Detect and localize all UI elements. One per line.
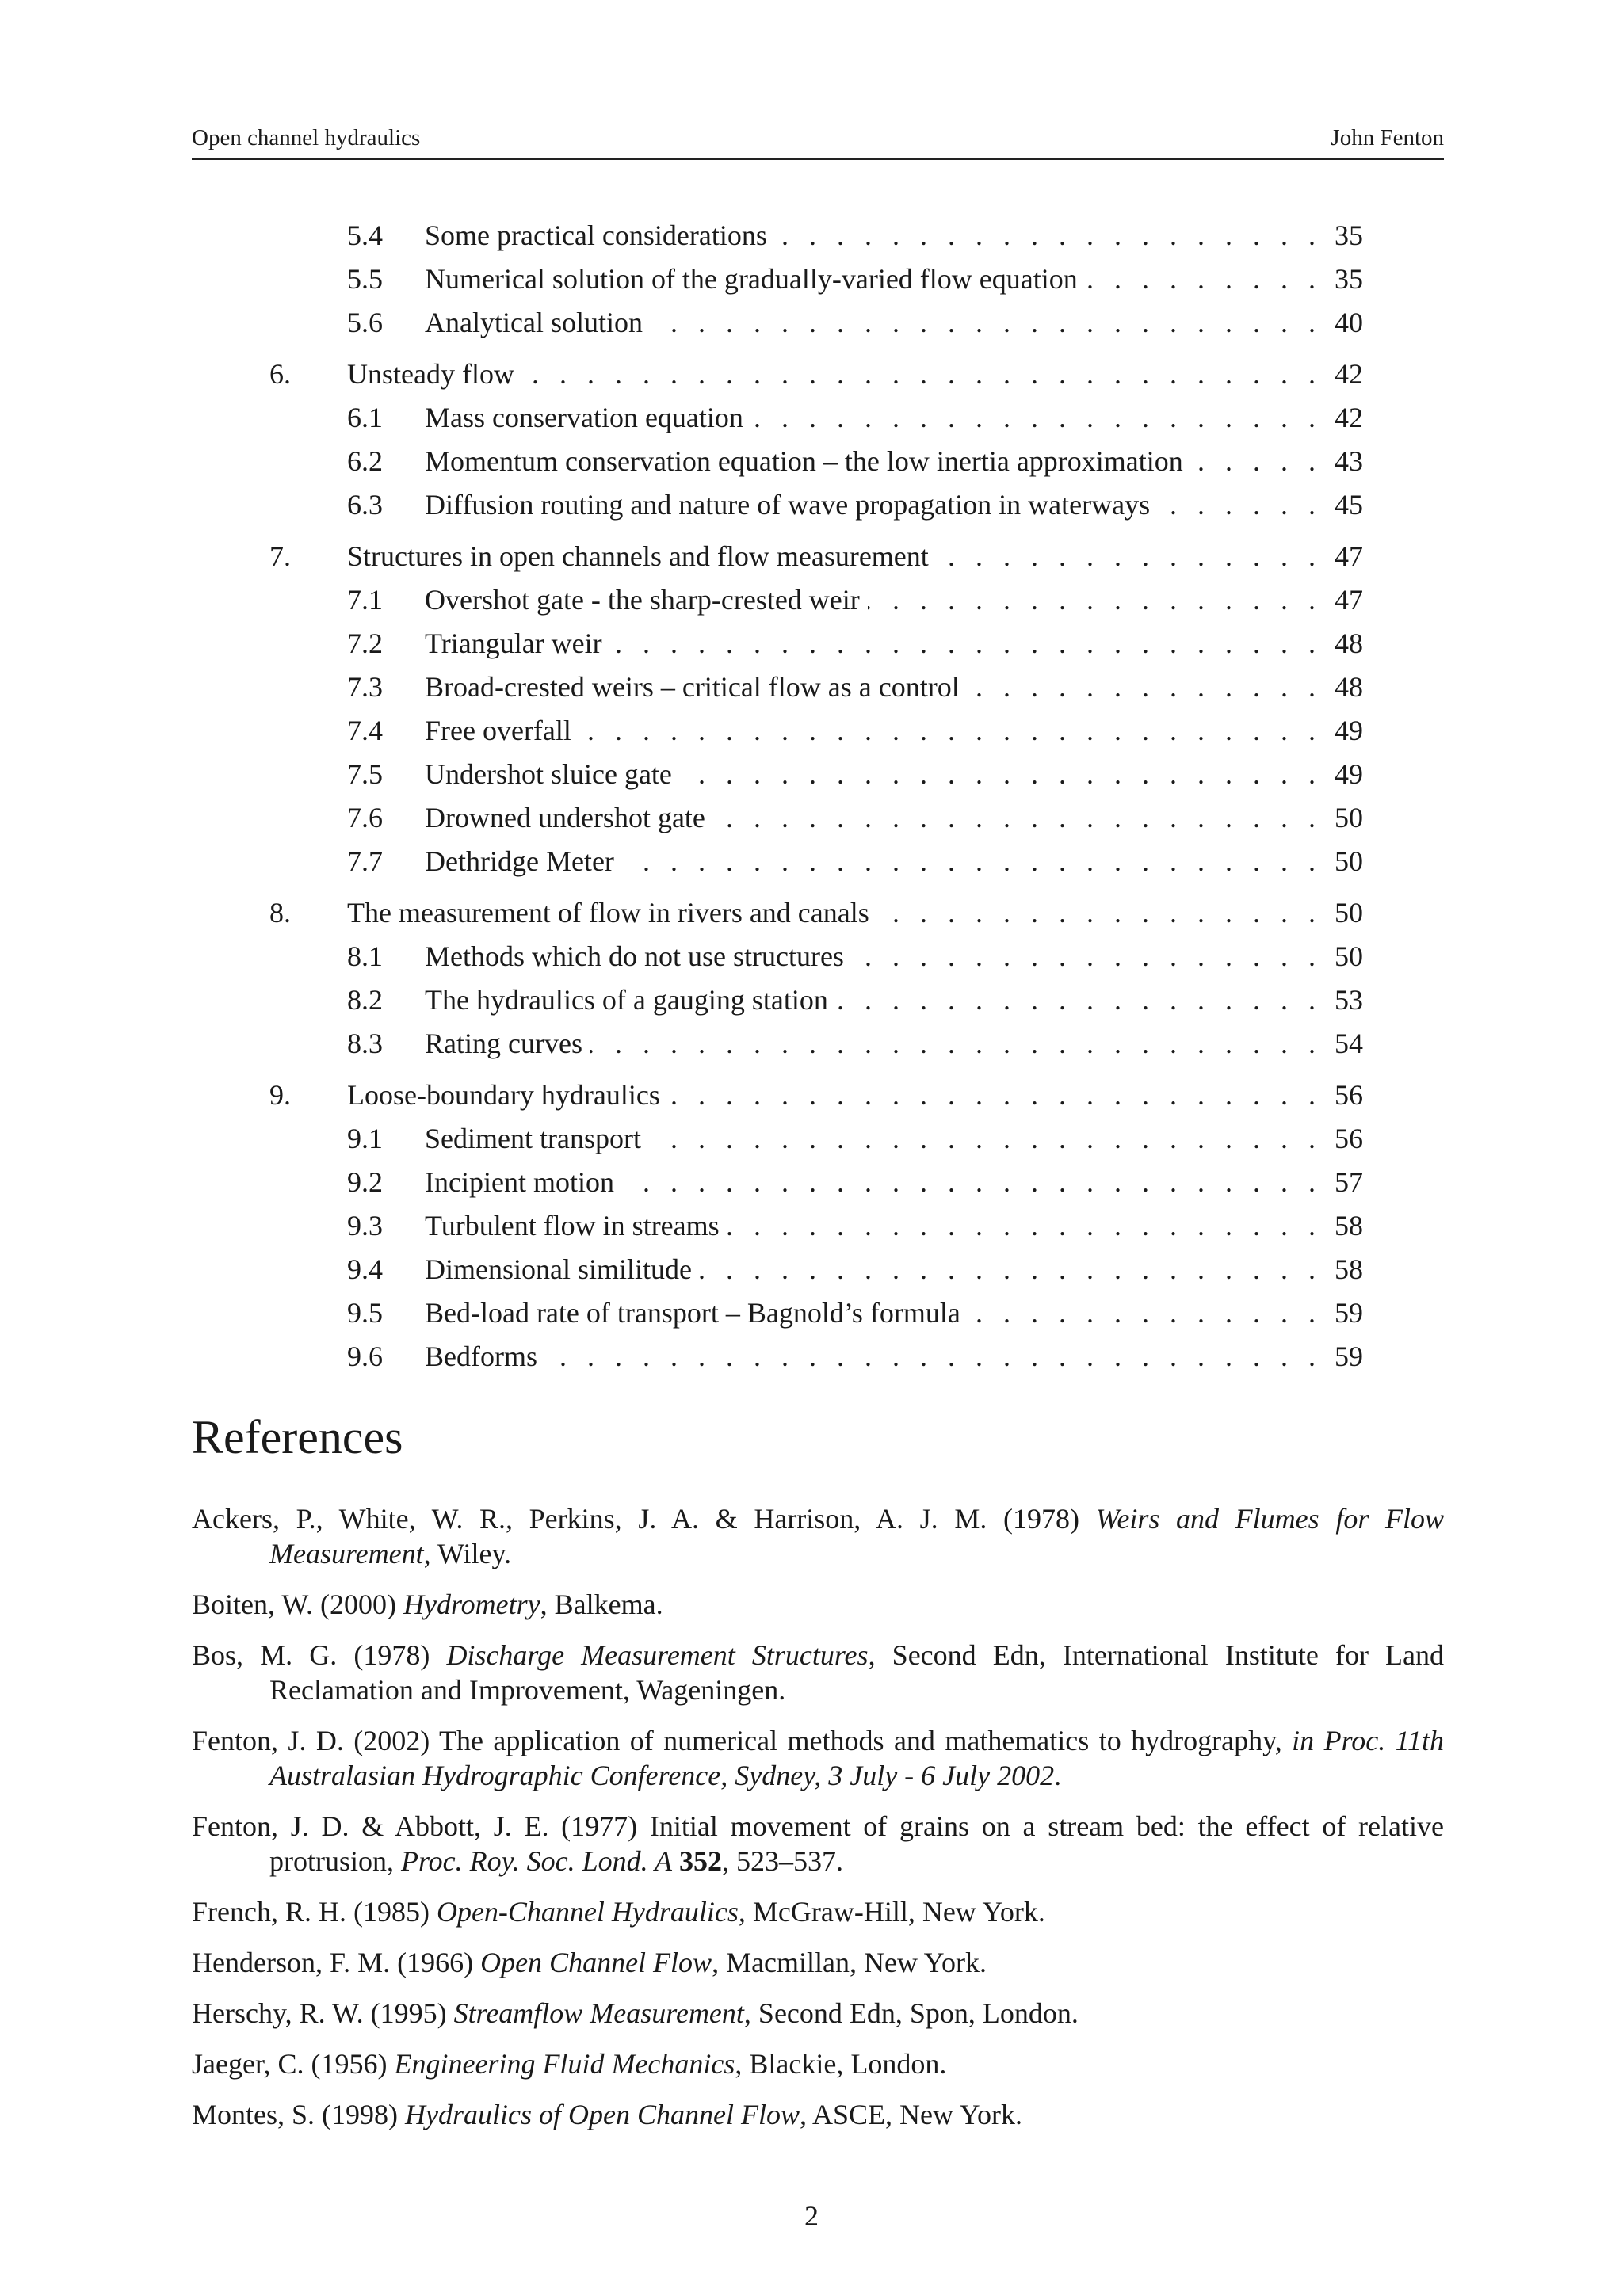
toc-subentry — [269, 440, 1363, 483]
toc-subentry — [269, 578, 1363, 622]
toc-subentry — [269, 1161, 1363, 1204]
toc-dot-leader — [968, 1291, 1316, 1335]
toc-title: Numerical solution of the gradually-varied flow equation — [425, 263, 1078, 295]
toc-page: 59 — [1335, 1341, 1363, 1372]
toc-dot-leader — [622, 1161, 1316, 1204]
toc-number: 7.2 — [347, 627, 383, 659]
reference-text: Proc. Roy. Soc. Lond. A — [401, 1845, 672, 1877]
reference-text: Herschy, R. W. (1995) — [192, 1997, 454, 2029]
toc-title: Some practical considerations — [425, 219, 767, 251]
toc-page: 48 — [1335, 671, 1363, 703]
toc-number: 5.4 — [347, 219, 383, 251]
reference-text: Boiten, W. (2000) — [192, 1589, 403, 1620]
toc-page: 53 — [1335, 984, 1363, 1016]
toc-number: 7.3 — [347, 671, 383, 703]
toc-number: 7.4 — [347, 715, 383, 746]
reference-text: , Second Edn, Spon, London. — [743, 1997, 1079, 2029]
toc-number: 9.2 — [347, 1166, 383, 1198]
toc-subentry — [269, 483, 1363, 527]
references-list — [192, 1501, 1444, 2148]
toc-entry — [269, 891, 1363, 935]
toc-page: 48 — [1335, 627, 1363, 659]
toc-dot-leader — [751, 396, 1316, 440]
toc-title: Free overfall — [425, 715, 571, 746]
reference-text: Hydraulics of Open Channel Flow — [405, 2099, 800, 2130]
toc-subentry — [269, 935, 1363, 978]
toc-dot-leader — [1086, 257, 1316, 301]
reference-text: , 523–537. — [721, 1845, 843, 1877]
toc-number: 5.5 — [347, 263, 383, 295]
header-title: Open channel hydraulics — [192, 125, 421, 151]
toc-title: Methods which do not use structures — [425, 940, 844, 972]
toc-dot-leader — [610, 622, 1316, 666]
toc-page: 50 — [1335, 845, 1363, 877]
toc-dot-leader — [775, 214, 1316, 257]
toc-subentry — [269, 1117, 1363, 1161]
reference-entry — [192, 1996, 1444, 2031]
reference-text: , Second Edn, International Institute for Land Reclamation and Improvement, Wageningen. — [269, 1639, 1445, 1706]
toc-page: 50 — [1335, 940, 1363, 972]
reference-text: Engineering Fluid Mechanics — [394, 2048, 735, 2080]
toc-number: 9.6 — [347, 1341, 383, 1372]
reference-text: Montes, S. (1998) — [192, 2099, 405, 2130]
reference-text: Discharge Measurement Structures — [446, 1639, 869, 1671]
toc-title: Broad-crested weirs – critical flow as a control — [425, 671, 960, 703]
toc-page: 50 — [1335, 897, 1363, 929]
toc-page: 49 — [1335, 758, 1363, 790]
toc-section — [269, 353, 1363, 527]
reference-entry — [192, 2046, 1444, 2081]
toc-number: 8.3 — [347, 1028, 383, 1059]
reference-entry — [192, 1723, 1444, 1793]
toc-title: Bedforms — [425, 1341, 537, 1372]
toc-entry — [269, 535, 1363, 578]
toc-subentry — [269, 622, 1363, 666]
toc-page: 35 — [1335, 219, 1363, 251]
toc-dot-leader — [937, 535, 1316, 578]
reference-entry — [192, 1809, 1444, 1878]
toc-title: Drowned undershot gate — [425, 802, 705, 833]
toc-dot-leader — [680, 753, 1316, 796]
reference-text: Hydrometry — [403, 1589, 540, 1620]
toc-title: Dethridge Meter — [425, 845, 614, 877]
reference-text: , ASCE, New York. — [799, 2099, 1023, 2130]
toc-subentry — [269, 1291, 1363, 1335]
toc-title: Turbulent flow in streams — [425, 1210, 720, 1241]
toc-page: 42 — [1335, 358, 1363, 390]
reference-text: , McGraw-Hill, New York. — [738, 1896, 1045, 1928]
toc-dot-leader — [877, 891, 1316, 935]
toc-number: 6. — [269, 358, 291, 390]
toc-dot-leader — [836, 978, 1316, 1022]
reference-text: , Balkema. — [540, 1589, 663, 1620]
toc-dot-leader — [968, 666, 1316, 709]
reference-text: Open-Channel Hydraulics — [436, 1896, 739, 1928]
toc-number: 6.2 — [347, 445, 383, 477]
reference-text: Streamflow Measurement — [453, 1997, 744, 2029]
toc-title: The measurement of flow in rivers and canals — [347, 897, 869, 929]
toc-title: Bed-load rate of transport – Bagnold’s formula — [425, 1297, 960, 1329]
toc-page: 56 — [1335, 1123, 1363, 1154]
reference-entry — [192, 1945, 1444, 1980]
reference-text: Weirs and Flumes for Flow Measurement — [269, 1503, 1444, 1569]
toc-title: Rating curves — [425, 1028, 582, 1059]
toc-subentry — [269, 1204, 1363, 1248]
toc-title: Analytical solution — [425, 307, 643, 338]
toc-section — [269, 891, 1363, 1066]
toc-page: 50 — [1335, 802, 1363, 833]
reference-entry — [192, 1587, 1444, 1622]
reference-text: Ackers, P., White, W. R., Perkins, J. A. & Harrison, A. J. M. (1978) — [192, 1503, 1096, 1535]
reference-text: , Blackie, London. — [735, 2048, 947, 2080]
toc-subentry — [269, 1335, 1363, 1379]
toc-subentry — [269, 396, 1363, 440]
toc-dot-leader — [579, 709, 1316, 753]
toc-title: Sediment transport — [425, 1123, 641, 1154]
toc-number: 9.4 — [347, 1253, 383, 1285]
page-number: 2 — [804, 2200, 819, 2232]
toc-dot-leader — [522, 353, 1316, 396]
toc-number: 8. — [269, 897, 291, 929]
toc-number: 7.7 — [347, 845, 383, 877]
reference-entry — [192, 1638, 1444, 1707]
toc-dot-leader — [713, 796, 1316, 840]
toc-page: 35 — [1335, 263, 1363, 295]
toc-subentry — [269, 257, 1363, 301]
references-heading: References — [192, 1411, 403, 1463]
toc-dot-leader — [590, 1022, 1316, 1066]
toc-dot-leader — [852, 935, 1316, 978]
toc-title: Momentum conservation equation – the low inertia approximation — [425, 445, 1183, 477]
reference-text: French, R. H. (1985) — [192, 1896, 437, 1928]
toc-page: 47 — [1335, 584, 1363, 616]
toc-section — [269, 214, 1363, 345]
toc-number: 5.6 — [347, 307, 383, 338]
toc-dot-leader — [1191, 440, 1316, 483]
reference-entry — [192, 1894, 1444, 1929]
toc-section — [269, 535, 1363, 883]
toc-number: 6.1 — [347, 402, 383, 433]
reference-text: Jaeger, C. (1956) — [192, 2048, 395, 2080]
toc-page: 42 — [1335, 402, 1363, 433]
toc-number: 7.5 — [347, 758, 383, 790]
reference-text: Fenton, J. D. & Abbott, J. E. (1977) Initial movement of grains on a stream bed: the effect of relative protrusion, — [192, 1810, 1444, 1877]
toc-dot-leader — [649, 1117, 1316, 1161]
toc-page: 47 — [1335, 540, 1363, 572]
toc-page: 58 — [1335, 1210, 1363, 1241]
toc-subentry — [269, 709, 1363, 753]
reference-text: Henderson, F. M. (1966) — [192, 1947, 481, 1978]
toc-title: Unsteady flow — [347, 358, 514, 390]
toc-number: 9.3 — [347, 1210, 383, 1241]
toc-dot-leader — [868, 578, 1316, 622]
reference-text: . — [1054, 1760, 1062, 1791]
running-header — [192, 119, 1444, 160]
toc-subentry — [269, 978, 1363, 1022]
toc-number: 6.3 — [347, 489, 383, 521]
toc-page: 58 — [1335, 1253, 1363, 1285]
toc-page: 56 — [1335, 1079, 1363, 1111]
toc-title: The hydraulics of a gauging station — [425, 984, 828, 1016]
toc-number: 7. — [269, 540, 291, 572]
toc-page: 54 — [1335, 1028, 1363, 1059]
reference-text — [672, 1845, 679, 1877]
toc-title: Incipient motion — [425, 1166, 614, 1198]
toc-subentry — [269, 796, 1363, 840]
toc-subentry — [269, 753, 1363, 796]
toc-dot-leader — [727, 1204, 1316, 1248]
toc-title: Overshot gate - the sharp-crested weir — [425, 584, 860, 616]
reference-text: 352 — [678, 1845, 722, 1877]
reference-entry — [192, 2097, 1444, 2132]
toc-section — [269, 1074, 1363, 1379]
toc-dot-leader — [622, 840, 1316, 883]
toc-number: 8.1 — [347, 940, 383, 972]
toc-subentry — [269, 1248, 1363, 1291]
table-of-contents — [269, 214, 1363, 1386]
toc-entry — [269, 353, 1363, 396]
toc-entry — [269, 1074, 1363, 1117]
toc-subentry — [269, 301, 1363, 345]
toc-page: 59 — [1335, 1297, 1363, 1329]
toc-subentry — [269, 1022, 1363, 1066]
toc-number: 9. — [269, 1079, 291, 1111]
toc-page: 43 — [1335, 445, 1363, 477]
toc-number: 9.1 — [347, 1123, 383, 1154]
reference-entry — [192, 1501, 1444, 1571]
reference-text: Fenton, J. D. (2002) The application of numerical methods and mathematics to hydrography, — [192, 1725, 1293, 1756]
toc-title: Dimensional similitude — [425, 1253, 692, 1285]
header-author: John Fenton — [1331, 125, 1444, 151]
toc-number: 7.6 — [347, 802, 383, 833]
toc-title: Triangular weir — [425, 627, 602, 659]
toc-subentry — [269, 214, 1363, 257]
reference-text: in Proc. 11th Australasian Hydrographic Conference, Sydney, 3 July - 6 July 2002 — [269, 1725, 1444, 1791]
toc-subentry — [269, 840, 1363, 883]
toc-title: Mass conservation equation — [425, 402, 743, 433]
toc-title: Structures in open channels and flow measurement — [347, 540, 929, 572]
toc-page: 45 — [1335, 489, 1363, 521]
reference-text: Open Channel Flow — [480, 1947, 712, 1978]
toc-dot-leader — [1158, 483, 1316, 527]
toc-number: 9.5 — [347, 1297, 383, 1329]
toc-dot-leader — [651, 301, 1316, 345]
reference-text: Bos, M. G. (1978) — [192, 1639, 447, 1671]
reference-text: , Wiley. — [423, 1538, 512, 1569]
toc-title: Loose-boundary hydraulics — [347, 1079, 660, 1111]
toc-dot-leader — [700, 1248, 1316, 1291]
toc-subentry — [269, 666, 1363, 709]
toc-number: 7.1 — [347, 584, 383, 616]
toc-number: 8.2 — [347, 984, 383, 1016]
toc-page: 40 — [1335, 307, 1363, 338]
toc-title: Diffusion routing and nature of wave propagation in waterways — [425, 489, 1151, 521]
toc-page: 57 — [1335, 1166, 1363, 1198]
toc-title: Undershot sluice gate — [425, 758, 672, 790]
reference-text: , Macmillan, New York. — [712, 1947, 987, 1978]
toc-page: 49 — [1335, 715, 1363, 746]
toc-dot-leader — [545, 1335, 1316, 1379]
toc-dot-leader — [668, 1074, 1316, 1117]
